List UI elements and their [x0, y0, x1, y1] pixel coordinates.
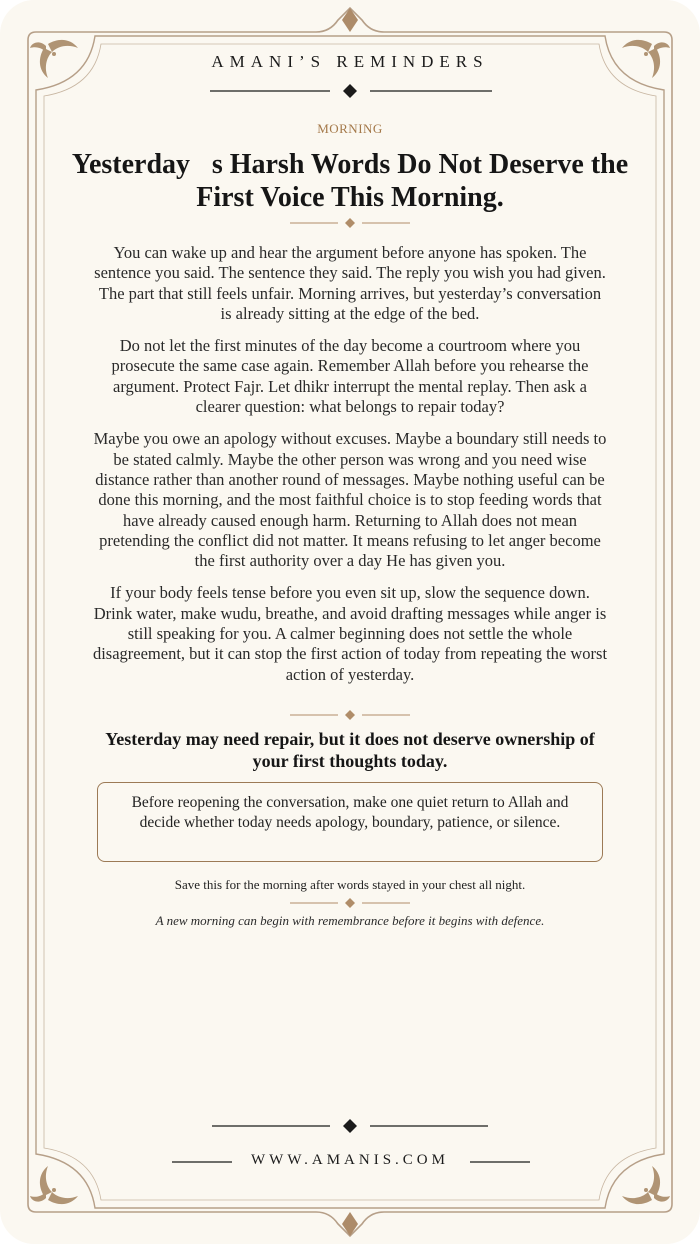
- website-link[interactable]: WWW.AMANIS.COM: [251, 1152, 449, 1168]
- header-divider: [0, 82, 700, 100]
- body-divider: [0, 709, 700, 721]
- article-title: Yesterday s Harsh Words Do Not Deserve the First Voice This Morning.: [71, 149, 629, 213]
- paragraph: Do not let the first minutes of the day become a courtroom where you prosecute the same case again. Remember Allah before you rehearse the argument. Protect Fajr. Let dhikr interrupt the mental replay. Then ask a clearer question: what belongs to repair today?: [111, 336, 589, 417]
- paragraph: Maybe you owe an apology without excuses. Maybe a boundary still needs to be stated calmly. Maybe the other person was wrong and you need wise distance rather than another round of messages. Maybe nothing useful can be done this morning, and the most faithful choice is to stop feeding words that have already caused enough harm. Returning to Allah does not mean pretending the conflict did not matter. It means refusing to let anger become the first authority over a day He has given you.: [93, 429, 607, 571]
- article-body: [92, 243, 608, 697]
- pull-quote: Yesterday may need repair, but it does not deserve ownership of your first thoughts today.: [105, 729, 595, 771]
- footer-divider: [0, 1117, 700, 1135]
- section-label: MORNING: [317, 121, 383, 136]
- paragraph: You can wake up and hear the argument before anyone has spoken. The sentence you said. The sentence they said. The reply you wish you had given. The part that still feels unfair. Morning arrives, but yesterday’s conversation is already sitting at the edge of the bed.: [94, 243, 606, 323]
- closing-line: A new morning can begin with remembrance before it begins with defence.: [155, 913, 545, 928]
- brand-title: AMANI’S REMINDERS: [211, 52, 489, 71]
- action-box: Before reopening the conversation, make one quiet return to Allah and decide whether today needs apology, boundary, patience, or silence.: [97, 782, 603, 862]
- paragraph: If your body feels tense before you even sit up, slow the sequence down. Drink water, make wudu, breathe, and avoid drafting messages while anger is still speaking for you. A calmer beginning does not settle the whole disagreement, but it can stop the first action of today from repeating the worst action of yesterday.: [92, 583, 608, 684]
- title-divider: [0, 217, 700, 229]
- save-note: Save this for the morning after words stayed in your chest all night.: [174, 877, 526, 892]
- closing-divider: [0, 897, 700, 909]
